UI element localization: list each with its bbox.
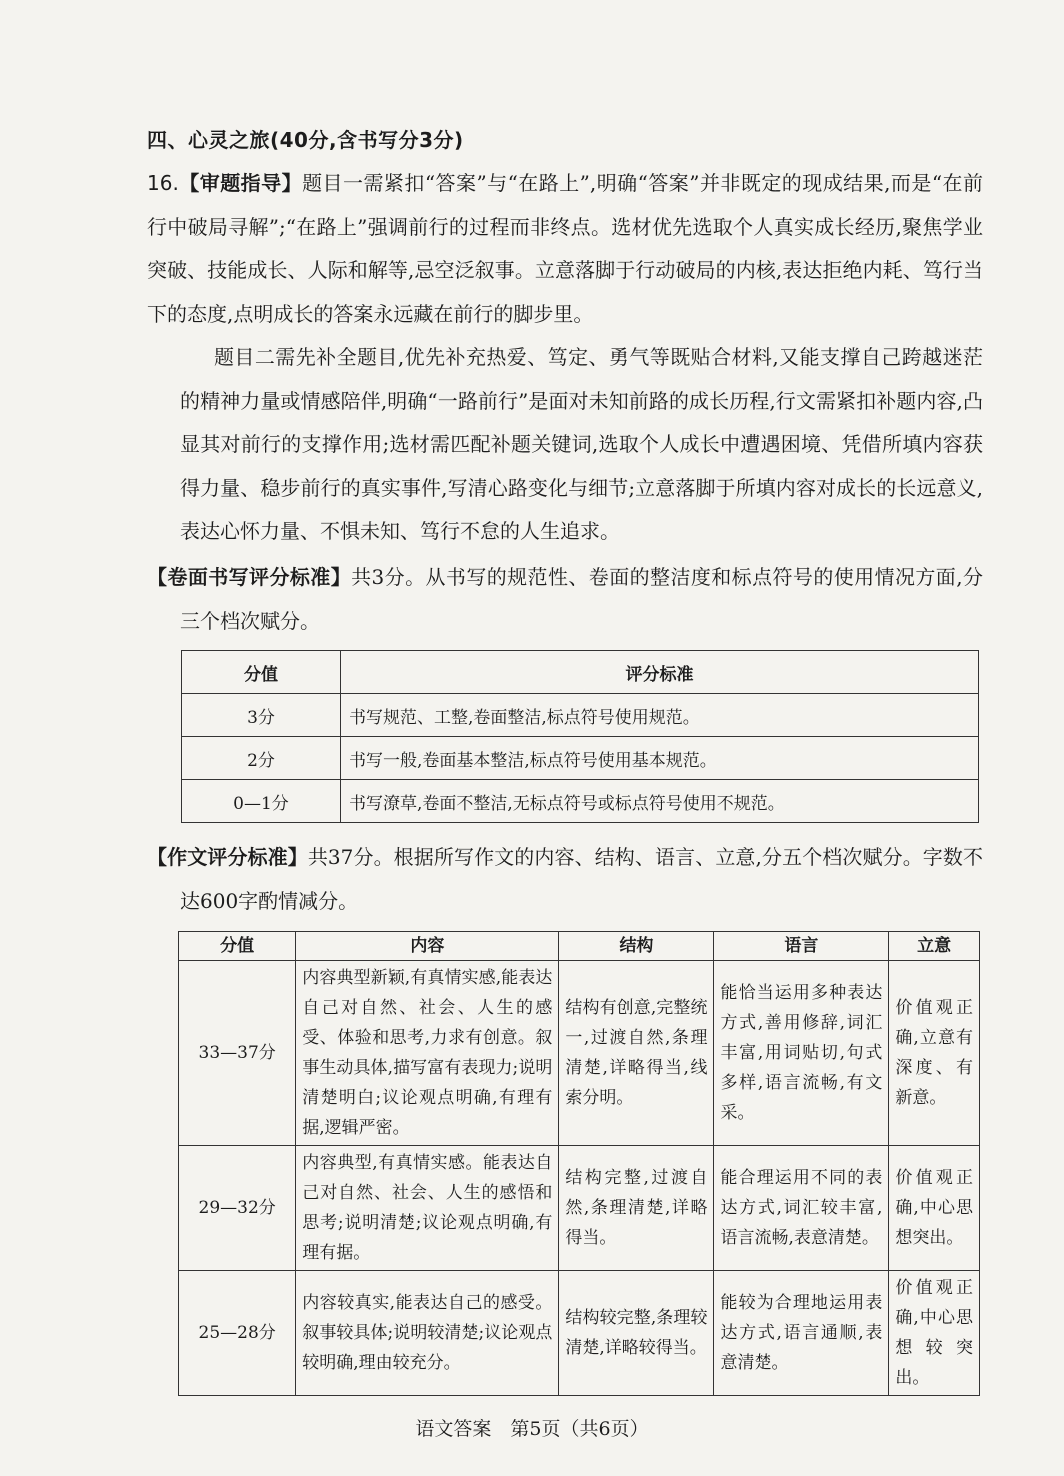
table-header: 分值	[179, 932, 296, 961]
section-title: 四、心灵之旅(40分,含书写分3分)	[147, 128, 464, 152]
table-row	[179, 1271, 980, 1396]
score-cell: 33—37分	[179, 961, 296, 1146]
score-cell: 2分	[182, 737, 341, 780]
score-cell: 25—28分	[179, 1271, 296, 1396]
language-cell: 能较为合理地运用表达方式,语言通顺,表意清楚。	[714, 1271, 889, 1396]
table-row	[182, 694, 979, 737]
table-header-row	[182, 651, 979, 694]
content-cell: 内容典型新颖,有真情实感,能表达自己对自然、社会、人生的感受、体验和思考,力求有创意。叙事生动具体,描写富有表现力;说明清楚明白;议论观点明确,有理有据,逻辑严密。	[296, 961, 559, 1146]
handwriting-score-table	[181, 650, 979, 823]
score-cell: 0—1分	[182, 780, 341, 823]
table-header: 立意	[889, 932, 980, 961]
table-row	[179, 961, 980, 1146]
essay-score-table	[178, 931, 980, 1396]
criteria-cell: 书写一般,卷面基本整洁,标点符号使用基本规范。	[341, 737, 979, 780]
page-footer: 语文答案 第5页（共6页）	[415, 1418, 649, 1440]
table-row	[179, 1146, 980, 1271]
table-header-row	[179, 932, 980, 961]
table-header: 结构	[559, 932, 714, 961]
language-cell: 能合理运用不同的表达方式,词汇较丰富,语言流畅,表意清楚。	[714, 1146, 889, 1271]
guidance-paragraph-2: 题目二需先补全题目,优先补充热爱、笃定、勇气等既贴合材料,又能支撑自己跨越迷茫的精神力量或情感陪伴,明确“一路前行”是面对未知前路的成长历程,行文需紧扣补题内容,凸显其对前行的支撑作用;选材需匹配补题关键词,选取个人成长中遭遇困境、凭借所填内容获得力量、稳步前行的真实事件,写清心路变化与细节;立意落脚于所填内容对成长的长远意义,表达心怀力量、不惧未知、笃行不怠的人生追求。	[180, 345, 983, 543]
idea-cell: 价值观正确,中心思想较突出。	[889, 1271, 980, 1396]
handwriting-standard-intro	[147, 556, 983, 643]
idea-cell: 价值观正确,立意有深度、有新意。	[889, 961, 980, 1146]
score-cell: 29—32分	[179, 1146, 296, 1271]
guidance-paragraph-1: 题目一需紧扣“答案”与“在路上”,明确“答案”并非既定的现成结果,而是“在前行中破局寻解”;“在路上”强调前行的过程而非终点。选材优先选取个人真实成长经历,聚焦学业突破、技能成长、人际和解等,忌空泛叙事。立意落脚于行动破局的内核,表达拒绝内耗、笃行当下的态度,点明成长的答案永远藏在前行的脚步里。	[147, 171, 984, 326]
criteria-cell: 书写潦草,卷面不整洁,无标点符号或标点符号使用不规范。	[341, 780, 979, 823]
essay-tag: 【作文评分标准】	[147, 845, 308, 869]
language-cell: 能恰当运用多种表达方式,善用修辞,词汇丰富,用词贴切,句式多样,语言流畅,有文采。	[714, 961, 889, 1146]
criteria-cell: 书写规范、工整,卷面整洁,标点符号使用规范。	[341, 694, 979, 737]
question-16-guidance	[147, 162, 983, 336]
handwriting-text: 共3分。从书写的规范性、卷面的整洁度和标点符号的使用情况方面,分三个档次赋分。	[180, 565, 983, 633]
structure-cell: 结构有创意,完整统一,过渡自然,条理清楚,详略得当,线索分明。	[559, 961, 714, 1146]
handwriting-tag: 【卷面书写评分标准】	[147, 565, 352, 589]
content-cell: 内容较真实,能表达自己的感受。叙事较具体;说明较清楚;议论观点较明确,理由较充分。	[296, 1271, 559, 1396]
essay-text: 共37分。根据所写作文的内容、结构、语言、立意,分五个档次赋分。字数不达600字酌情减分。	[180, 845, 984, 913]
guidance-tag: 【审题指导】	[178, 171, 303, 195]
idea-cell: 价值观正确,中心思想突出。	[889, 1146, 980, 1271]
table-header: 评分标准	[341, 651, 979, 694]
score-cell: 3分	[182, 694, 341, 737]
structure-cell: 结构较完整,条理较清楚,详略较得当。	[559, 1271, 714, 1396]
content-cell: 内容典型,有真情实感。能表达自己对自然、社会、人生的感悟和思考;说明清楚;议论观点明确,有理有据。	[296, 1146, 559, 1271]
table-header: 内容	[296, 932, 559, 961]
table-row	[182, 780, 979, 823]
essay-standard-intro	[147, 836, 983, 923]
question-number: 16.	[147, 171, 179, 195]
table-row	[182, 737, 979, 780]
structure-cell: 结构完整,过渡自然,条理清楚,详略得当。	[559, 1146, 714, 1271]
table-header: 分值	[182, 651, 341, 694]
table-header: 语言	[714, 932, 889, 961]
